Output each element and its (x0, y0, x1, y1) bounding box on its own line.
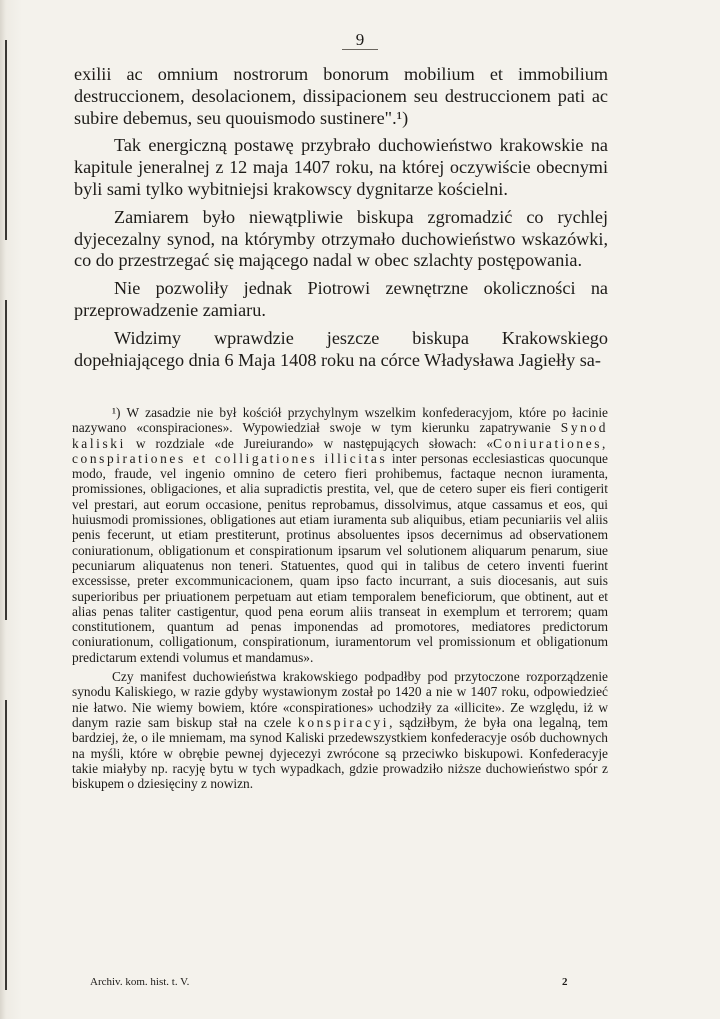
paragraph: Tak energiczną postawę przybrało duchowieństwo krakowskie na kapitule jeneralnej z 12 maja 1407 roku, na której oczywiście obecnymi byli sami tylko wybitniejsi krakowscy dygnitarze kościelni. (74, 135, 608, 199)
footnote-text: Czy manifest duchowieństwa krakowskiego podpadłby pod przytoczone rozporządzenie synodu Kaliskiego, w razie gdyby wystawionym został po 1420 a nie w 1407 roku, odpowiedzieć nie łatwo. Nie wiemy bowiem, które «conspirationes» uchodziły za «illicite». Ze względu, iż w danym razie sam biskup stał na czele (72, 669, 608, 730)
signature-mark: 2 (562, 976, 568, 988)
spaced-text: Synod kaliski (72, 420, 608, 451)
paragraph: Widzimy wprawdzie jeszcze biskupa Krakowskiego dopełniającego dnia 6 Maja 1408 roku na córce Władysława Jagiełły sa- (74, 327, 608, 370)
binding-edge-line (5, 700, 7, 990)
footnote (72, 405, 608, 791)
spaced-text: Coniurationes, conspirationes et colligationes illicitas (72, 435, 608, 466)
footnote-paragraph (72, 405, 608, 665)
footnote-text: ¹) W zasadzie nie był kościół przychylnym wszelkim konfederacyjom, które po łacinie nazywano «conspiraciones». Wypowiedział swoje w tym kierunku zapatrywanie (72, 405, 608, 436)
spaced-text: konspiracyi (298, 714, 390, 730)
page-number: 9 (0, 30, 720, 50)
binding-edge-line (5, 300, 7, 620)
paragraph: Zamiarem było niewątpliwie biskupa zgromadzić co rychlej dyjecezalny synod, na którymby otrzymało duchowieństwo wskazówki, co do przestrzegać się mającego nadal w obec szlachty postępowania. (74, 206, 608, 271)
footnote-text: inter personas ecclesiasticas quocunque modo, fraude, vel ingenio omnino de cetero fieri prohibemus, factaque necnon iuramenta, promissiones, obligaciones, et alia supradictis prestita, vel, que de cetero super eis fieri contigerit vel prestari, aut eorum occasione, penitus reprobamus, dissolvimus, atque cassamus et eos, qui huiusmodi promissiones, obligationes aut etiam iuramenta sub aliquibus, etiam pecuniariis vel aliis penis fecerunt, ut etiam prestiterunt, protinus absoluentes ipsos decernimus ad observationem coniurationum, obligationum et conspirationum ipsarum vel solutionem aliquarum penarum, siue pecuniarum aliquatenus non teneri. Statuentes, quod qui in talibus de cetero inventi fuerint excessisse, preter excommunicacionem, quam ipso facto incurrant, a suis diocesanis, aut suis superioribus per priuationem perpetuam aut etiam temporalem beneficiorum, que obtinent, aut et alias penas taliter castigentur, quod pena eorum aliis transeat in exemplum et terrorem; quam constitutionem, quantum ad penas imponendas ad promotores, mediatores predictorum coniurationum, colligationum, conspirationum, iuramentorum vel promissionum et obligationum predictarum extendi volumus et mandamus». (72, 450, 608, 665)
paragraph: exilii ac omnium nostrorum bonorum mobilium et immobilium destruccionem, desolacionem, dissipacionem seu destruccionem pati ac subire debemus, seu quouismodo sustinere".¹) (74, 64, 608, 128)
footnote-paragraph (72, 669, 608, 791)
footnote-text: w rozdziale «de Jureiurando» w następujących słowach: « (135, 435, 494, 451)
paragraph: Nie pozwoliły jednak Piotrowi zewnętrzne okoliczności na przeprowadzenie zamiaru. (74, 278, 608, 320)
page-footer (90, 976, 570, 988)
scanned-binding-edge (0, 0, 22, 1019)
source-note: Archiv. kom. hist. t. V. (90, 976, 190, 988)
binding-edge-line (5, 40, 7, 240)
main-text (74, 64, 608, 377)
footnote-text: , sądziłbym, że była ona legalną, tem bardziej, że, o ile mniemam, ma synod Kaliski przedewszystkiem konfederacyje osób duchownych na myśli, które w obrębie pewnej dyjecezyi zwrócone są przeciwko biskupowi. Konfederacyje takie miałyby np. racyję bytu w tych wypadkach, gdzie prowadziło niższe duchowieństwo spór z biskupem o dziesięciny z nowizn. (72, 714, 608, 792)
